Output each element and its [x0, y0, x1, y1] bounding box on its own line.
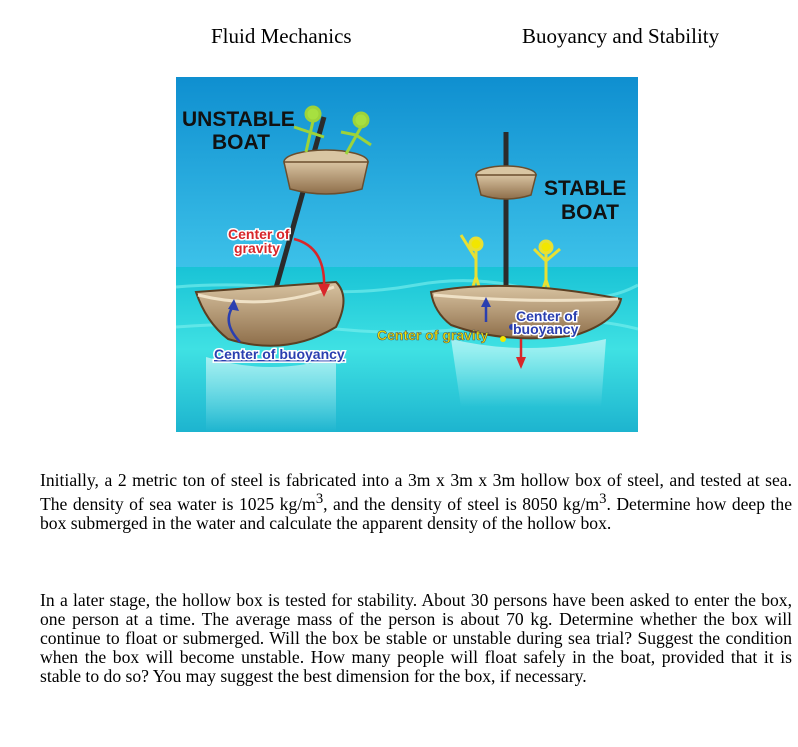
cog-label-left-line1: Center of: [228, 226, 290, 242]
cog-label-right: Center of gravity: [377, 327, 489, 343]
cob-label-right-line2: buoyancy: [513, 321, 579, 337]
problem-paragraph-1: Initially, a 2 metric ton of steel is fabricated into a 3m x 3m x 3m hollow box of steel, and tested at sea. The density of sea water is 1025 $kg/m^3$, and the density of steel is 8050 $kg/m^3$. Determine how deep the box submerged in the water and calculate the apparent density of the hollow box.: [40, 470, 793, 533]
header-course-title: Fluid Mechanics: [211, 24, 352, 48]
unstable-title-line2: BOAT: [212, 131, 270, 154]
center-of-gravity-dot: [500, 336, 506, 342]
unstable-reflection: [206, 357, 336, 432]
problem-paragraph-2: In a later stage, the hollow box is tested for stability. About 30 persons have been asked to enter the box, one person at a time. The average mass of the person is about 70 kg. Determine whether the box will continue to float or submerged. Will the box be stable or unstable during sea trial? Suggest the condition when the box will become unstable. How many people will float safely in the boat, provided that it is stable to do so? You may suggest the best dimension for the box, if necessary.: [40, 590, 792, 686]
unstable-title-line1: UNSTABLE: [182, 108, 295, 131]
header-topic-title: Buoyancy and Stability: [522, 24, 720, 48]
stable-reflection: [451, 339, 606, 407]
cob-label-right-line1: Center of: [516, 308, 578, 324]
cog-label-left-line2: gravity: [234, 240, 280, 256]
stable-title-line2: BOAT: [561, 201, 619, 224]
buoyancy-stability-figure: [176, 77, 638, 432]
stable-title-line1: STABLE: [544, 177, 627, 200]
cob-label-left: Center of buoyancy: [214, 346, 345, 362]
